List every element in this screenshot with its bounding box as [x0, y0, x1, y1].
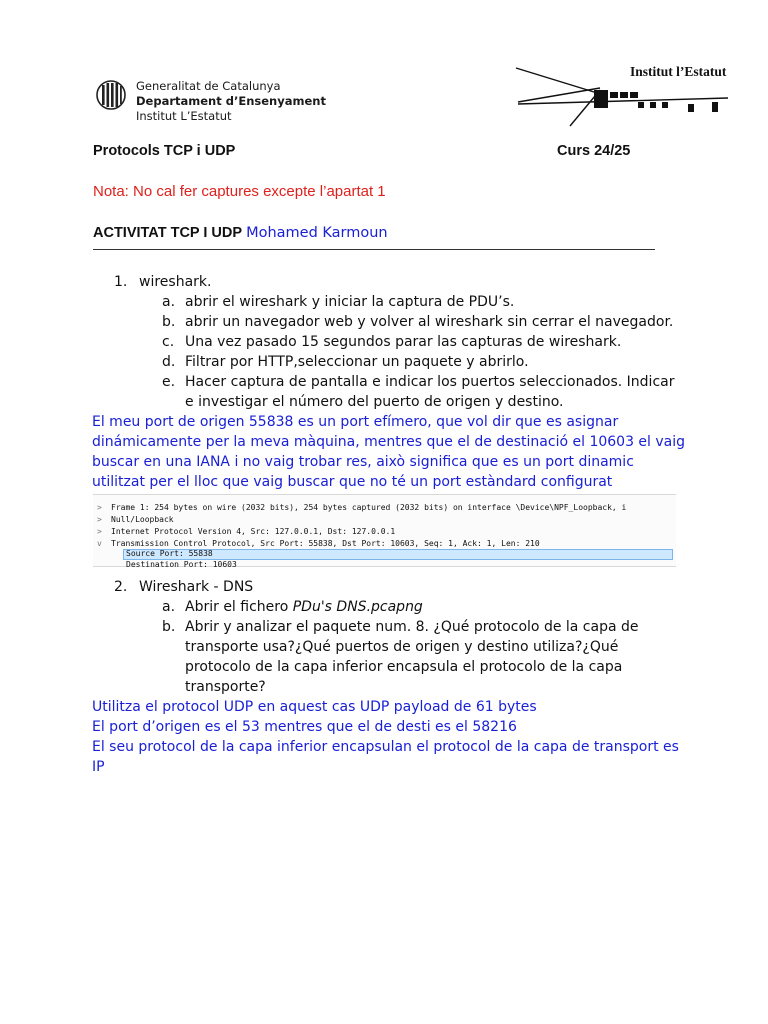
- gencat-line-2: Departament d’Ensenyament: [136, 94, 326, 108]
- activity-heading: [93, 225, 388, 241]
- course-year: Curs 24/25: [557, 143, 631, 159]
- capture-row-loopback: [97, 515, 174, 525]
- item-2b-line-3: protocolo de la capa inferior encapsula el protocolo de la capa: [185, 659, 623, 675]
- item-1d-letter: d.: [162, 354, 176, 370]
- answer-2-line-1: Utilitza el protocol UDP en aquest cas UDP payload de 61 bytes: [92, 699, 537, 715]
- capture-row-text: Internet Protocol Version 4, Src: 127.0.0.1, Dst: 127.0.0.1: [111, 527, 396, 536]
- item-2a-filename: PDu's DNS.pcapng: [292, 599, 423, 615]
- section-1-number: 1.: [114, 274, 128, 290]
- expand-arrow-icon: >: [97, 515, 102, 524]
- section-1-heading: wireshark.: [139, 274, 212, 290]
- horizontal-rule: [93, 249, 655, 250]
- capture-row-text: Null/Loopback: [111, 515, 174, 524]
- gencat-line-3: Institut L’Estatut: [136, 109, 232, 123]
- item-2a-text: [185, 597, 685, 617]
- item-1c-text: Una vez pasado 15 segundos parar las capturas de wireshark.: [185, 334, 622, 350]
- document-title: Protocols TCP i UDP: [93, 143, 236, 159]
- item-2b-line-1: Abrir y analizar el paquete num. 8. ¿Qué protocolo de la capa de: [185, 619, 639, 635]
- expand-arrow-icon: >: [97, 527, 102, 536]
- item-2b-line-2: transporte usa?¿Qué puertos de origen y destino utiliza?¿Qué: [185, 639, 619, 655]
- answer-1-line-2: dinámicamente per la meva màquina, mentres que el de destinació el 10603 el vaig: [92, 434, 686, 450]
- item-1a-text: abrir el wireshark y iniciar la captura de PDU’s.: [185, 294, 515, 310]
- note-text: Nota: No cal fer captures excepte l’apartat 1: [93, 183, 386, 200]
- item-1c-letter: c.: [162, 334, 175, 350]
- capture-row-frame: [97, 503, 626, 513]
- answer-2-line-2: El port d’origen es el 53 mentres que el de desti es el 58216: [92, 719, 517, 735]
- answer-2-line-3: El seu protocol de la capa inferior encapsulan el protocol de la capa de transport es: [92, 739, 679, 755]
- answer-1-line-4: utilitzat per el lloc que vaig buscar que no té un port estàndard configurat: [92, 474, 613, 490]
- item-1b-letter: b.: [162, 314, 176, 330]
- capture-row-text: Transmission Control Protocol, Src Port: 55838, Dst Port: 10603, Seq: 1, Ack: 1, Len: 210: [111, 539, 540, 548]
- source-port-field: Source Port: 55838: [126, 549, 213, 558]
- answer-2-line-4: IP: [92, 759, 105, 775]
- gencat-line-1: Generalitat de Catalunya: [136, 79, 281, 93]
- capture-row-ipv4: [97, 527, 395, 537]
- item-2b-line-4: transporte?: [185, 679, 266, 695]
- section-2-heading: Wireshark - DNS: [139, 579, 254, 595]
- item-1a-letter: a.: [162, 294, 176, 310]
- generalitat-logo-icon: [96, 80, 126, 110]
- capture-row-tcp: [97, 539, 540, 549]
- expand-arrow-icon: >: [97, 503, 102, 512]
- destination-port-field: Destination Port: 10603: [126, 560, 237, 569]
- capture-row-text: Frame 1: 254 bytes on wire (2032 bits), 254 bytes captured (2032 bits) on interface \Device\NPF_Loopback, i: [111, 503, 627, 512]
- activity-label: ACTIVITAT TCP I UDP: [93, 225, 243, 241]
- wireshark-capture-screenshot: [93, 494, 676, 567]
- item-2b-letter: b.: [162, 619, 176, 635]
- item-1d-text: Filtrar por HTTP,seleccionar un paquete y abrirlo.: [185, 354, 529, 370]
- item-2a-prefix: Abrir el fichero: [185, 599, 293, 615]
- item-1e-letter: e.: [162, 374, 176, 390]
- collapse-arrow-icon: v: [97, 539, 102, 548]
- item-1b-text: abrir un navegador web y volver al wireshark sin cerrar el navegador.: [185, 314, 674, 330]
- item-1e-text: Hacer captura de pantalla e indicar los puertos seleccionados. Indicar e investigar el número del puerto de origen y destino.: [185, 374, 675, 410]
- institute-logo-text: Institut l’Estatut: [630, 64, 727, 79]
- gencat-heading: [136, 79, 326, 124]
- item-2a-letter: a.: [162, 599, 176, 615]
- answer-1-line-1: El meu port de origen 55838 es un port efímero, que vol dir que es asignar: [92, 414, 619, 430]
- section-2-number: 2.: [114, 579, 128, 595]
- answer-1-line-3: buscar en una IANA i no vaig trobar res, això significa que es un port dinamic: [92, 454, 634, 470]
- student-name: Mohamed Karmoun: [246, 225, 388, 241]
